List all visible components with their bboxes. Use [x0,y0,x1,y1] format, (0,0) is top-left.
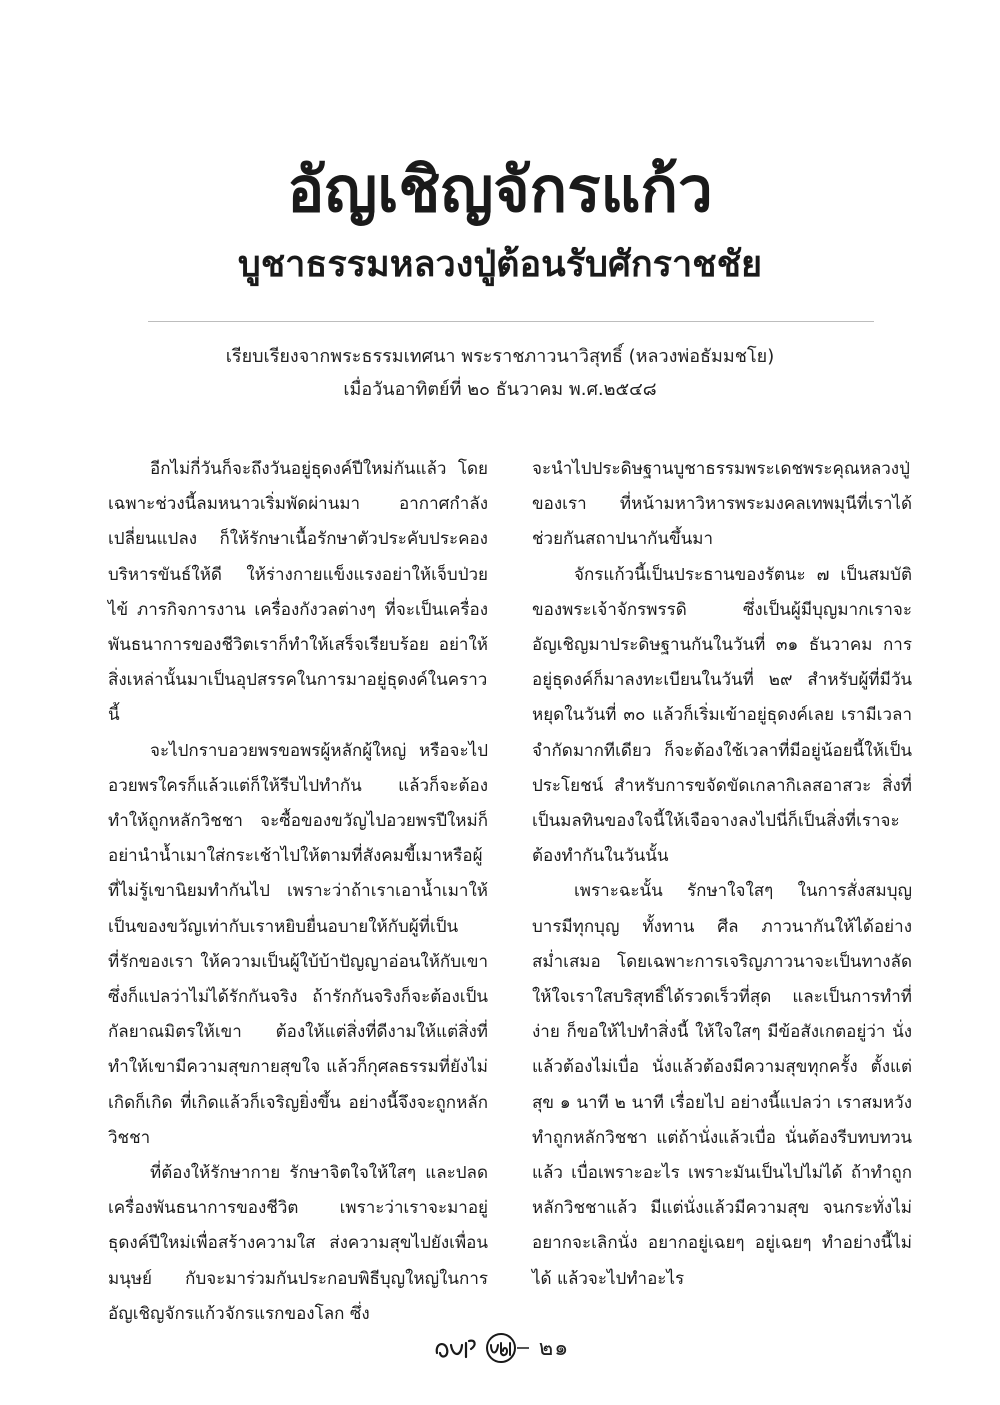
source-line-sermon: เรียบเรียงจากพระธรรมเทศนา พระราชภาวนาวิสุทธิ์ (หลวงพ่อธัมมชโย) [225,346,775,367]
page-footer [0,1330,1000,1365]
paragraph: จะไปกราบอวยพรขอพรผู้หลักผู้ใหญ่ หรือจะไปอวยพรใครก็แล้วแต่ก็ให้รีบไปทำกัน แล้วก็จะต้องทำให้ถูกหลักวิชชา จะซื้อของขวัญไปอวยพรปีใหม่ก็อย่านำน้ำเมาใส่กระเช้าไปให้ตามที่สังคมขี้เมาหรือผู้ที่ไม่รู้เขานิยมทำกันไป เพราะว่าถ้าเราเอาน้ำเมาให้เป็นของขวัญเท่ากับเราหยิบยื่นอบายให้กับผู้ที่เป็นที่รักของเรา ให้ความเป็นผู้ใบ้บ้าปัญญาอ่อนให้กับเขา ซึ่งก็แปลว่าไม่ได้รักกันจริง ถ้ารักกันจริงก็จะต้องเป็นกัลยาณมิตรให้เขา ต้องให้แต่สิ่งที่ดีงามให้แต่สิ่งที่ทำให้เขามีความสุขกายสุขใจ แล้วก็กุศลธรรมที่ยังไม่เกิดก็เกิด ที่เกิดแล้วก็เจริญยิ่งขึ้น อย่างนี้จึงจะถูกหลักวิชชา [108,740,488,1148]
article-title: อัญเชิญจักรแก้ว [287,153,713,226]
paragraph: จะนำไปประดิษฐานบูชาธรรมพระเดชพระคุณหลวงปู่ของเรา ที่หน้ามหาวิหารพระมงคลเทพมุนีที่เราได้ช่วยกันสถาปนากันขึ้นมา [532,459,912,550]
magazine-logo [431,1331,531,1365]
article-source [0,340,1000,406]
page-number: ๒๑ [538,1336,570,1361]
article-subtitle: บูชาธรรมหลวงปู่ต้อนรับศักราชชัย [237,244,763,285]
title-divider [148,321,874,322]
left-column [108,452,488,1332]
paragraph: จักรแก้วนี้เป็นประธานของรัตนะ ๗ เป็นสมบัติของพระเจ้าจักรพรรดิ ซึ่งเป็นผู้มีบุญมากเราจะอัญเชิญมาประดิษฐานกันในวันที่ ๓๑ ธันวาคม การอยู่ธุดงค์ก็มาลงทะเบียนในวันที่ ๒๙ สำหรับผู้ที่มีวันหยุดในวันที่ ๓๐ แล้วก็เริ่มเข้าอยู่ธุดงค์เลย เรามีเวลาจำกัดมากทีเดียว ก็จะต้องใช้เวลาที่มีอยู่น้อยนี้ให้เป็นประโยชน์ สำหรับการขจัดขัดเกลากิเลสอาสวะ สิ่งที่เป็นมลทินของใจนี้ให้เจือจางลงไปนี่ก็เป็นสิ่งที่เราจะต้องทำกันในวันนั้น [532,564,912,867]
paragraph: อีกไม่กี่วันก็จะถึงวันอยู่ธุดงค์ปีใหม่กันแล้ว โดยเฉพาะช่วงนี้ลมหนาวเริ่มพัดผ่านมา อากาศกำลังเปลี่ยนแปลง ก็ให้รักษาเนื้อรักษาตัวประคับประคองบริหารขันธ์ให้ดี ให้ร่างกายแข็งแรงอย่าให้เจ็บป่วยไข้ ภารกิจการงาน เครื่องกังวลต่างๆ ที่จะเป็นเครื่องพันธนาการของชีวิตเราก็ทำให้เสร็จเรียบร้อย อย่าให้สิ่งเหล่านั้นมาเป็นอุปสรรคในการมาอยู่ธุดงค์ในคราวนี้ [108,459,488,726]
paragraph: ที่ต้องให้รักษากาย รักษาจิตใจให้ใสๆ และปลดเครื่องพันธนาการของชีวิต เพราะว่าเราจะมาอยู่ธุดงค์ปีใหม่เพื่อสร้างความใส ส่งความสุขไปยังเพื่อนมนุษย์ กับจะมาร่วมกันประกอบพิธีบุญใหญ่ในการอัญเชิญจักรแก้วจักรแรกของโลก ซึ่ง [108,1163,488,1324]
right-column [532,452,912,1297]
source-line-date: เมื่อวันอาทิตย์ที่ ๒๐ ธันวาคม พ.ศ.๒๕๔๘ [343,379,657,400]
paragraph: เพราะฉะนั้น รักษาใจใสๆ ในการสั่งสมบุญบารมีทุกบุญ ทั้งทาน ศีล ภาวนากันให้ได้อย่างสม่ำเสมอ โดยเฉพาะการเจริญภาวนาจะเป็นทางลัดให้ใจเราใสบริสุทธิ์ได้รวดเร็วที่สุด และเป็นการทำที่ง่าย ก็ขอให้ไปทำสิ่งนี้ ให้ใจใสๆ มีข้อสังเกตอยู่ว่า นั่งแล้วต้องไม่เบื่อ นั่งแล้วต้องมีความสุขทุกครั้ง ตั้งแต่สุข ๑ นาที ๒ นาที เรื่อยไป อย่างนี้แปลว่า เราสมหวัง ทำถูกหลักวิชชา แต่ถ้านั่งแล้วเบื่อ นั่นต้องรีบทบทวนแล้ว เบื่อเพราะอะไร เพราะมันเป็นไปไม่ได้ ถ้าทำถูกหลักวิชชาแล้ว มีแต่นั่งแล้วมีความสุข จนกระทั่งไม่อยากจะเลิกนั่ง อยากอยู่เฉยๆ อยู่เฉยๆ ทำอย่างนี้ไม่ได้ แล้วจะไปทำอะไร [532,881,912,1289]
